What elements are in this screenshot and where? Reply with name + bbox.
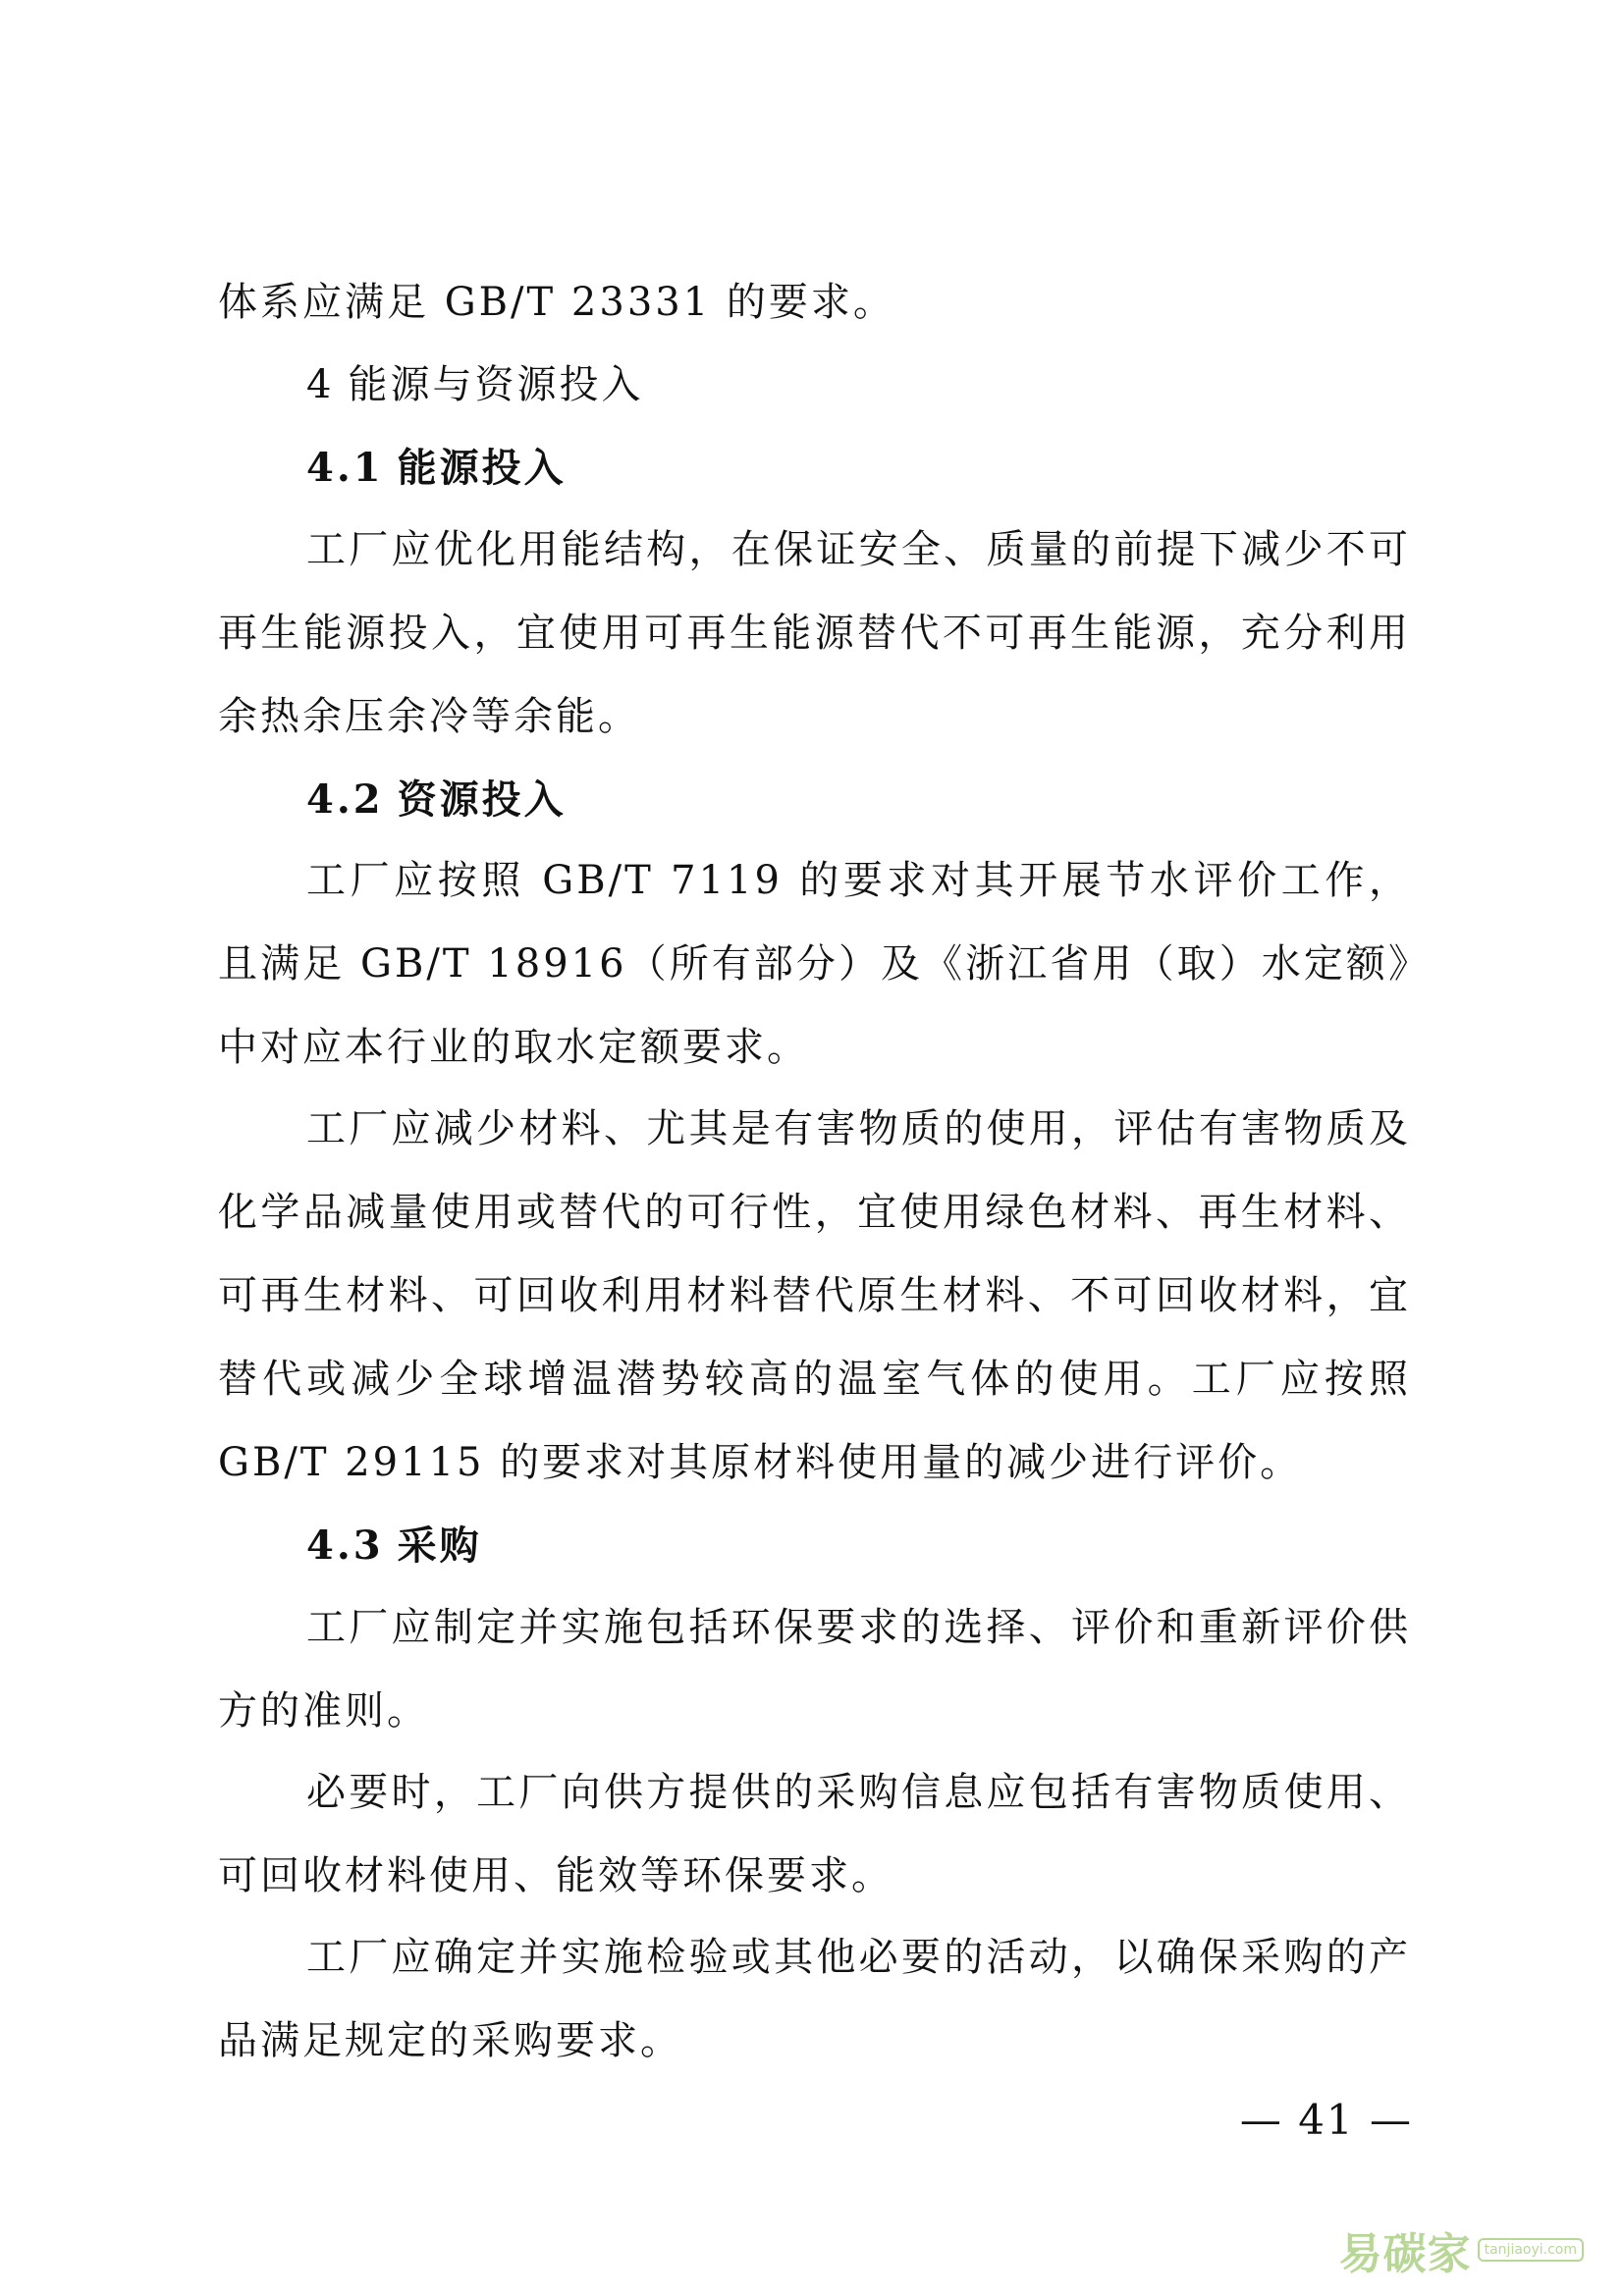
section-title: 能源与资源投入 [348,362,644,407]
watermark-logo [1339,2220,1584,2279]
section-number: 4 [306,362,335,407]
paragraph-4-3-information: 必要时，工厂向供方提供的采购信息应包括有害物质使用、可回收材料使用、能效等环保要求。 [218,1770,1411,1898]
section-heading-4-1 [306,426,567,509]
watermark-text: 易碳家 [1338,2229,1472,2279]
section-number: 4.1 [306,445,384,491]
section-heading-4-2 [306,758,567,841]
section-title: 能源投入 [397,445,567,491]
section-title: 资源投入 [397,776,567,823]
section-heading-4 [306,344,643,427]
paragraph-4-3-criteria: 工厂应制定并实施包括环保要求的选择、评价和重新评价供方的准则。 [218,1605,1411,1734]
section-number: 4.2 [306,776,384,823]
section-number: 4.3 [306,1522,384,1569]
paragraph-4-2-materials: 工厂应减少材料、尤其是有害物质的使用，评估有害物质及化学品减量使用或替代的可行性，宜使用绿色材料、再生材料、可再生材料、可回收利用材料替代原生材料、不可回收材料，宜替代或减少全球增温潜势较高的温室气体的使用。工厂应按照 GB/T 29115 的要求对其原材料使用量的减少进行评价。 [218,1106,1411,1485]
paragraph-continuation: 体系应满足 GB/T 23331 的要求。 [218,280,895,325]
paragraph-4-3-verification: 工厂应确定并实施检验或其他必要的活动，以确保采购的产品满足规定的采购要求。 [218,1935,1411,2063]
section-heading-4-3 [306,1504,482,1587]
section-title: 采购 [397,1522,482,1569]
paragraph-4-1: 工厂应优化用能结构，在保证安全、质量的前提下减少不可再生能源投入，宜使用可再生能源替代不可再生能源，充分利用余热余压余冷等余能。 [218,527,1411,739]
paragraph-4-2-water: 工厂应按照 GB/T 7119 的要求对其开展节水评价工作，且满足 GB/T 18916（所有部分）及《浙江省用（取）水定额》中对应本行业的取水定额要求。 [218,858,1411,1070]
watermark-domain: tanjiaoyi.com [1478,2238,1584,2262]
page-number: — 41 — [1239,2096,1413,2144]
